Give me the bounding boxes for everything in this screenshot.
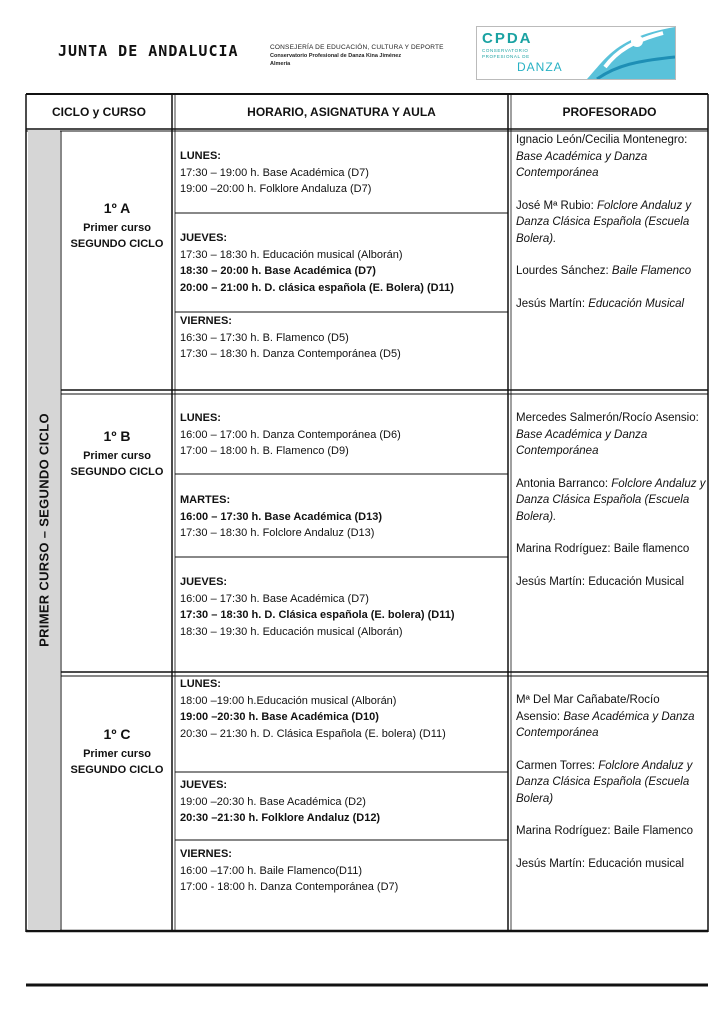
prof-entry bbox=[516, 296, 706, 313]
prof-name: Jesús Martín: bbox=[516, 857, 589, 870]
slot-day: VIERNES: bbox=[180, 315, 232, 327]
prof-entry bbox=[516, 476, 706, 526]
prof-entry bbox=[516, 692, 706, 742]
slot-1a-jueves bbox=[180, 230, 506, 296]
consejeria-block bbox=[270, 44, 444, 68]
prof-subject: Base Académica y Danza Contemporánea bbox=[516, 710, 695, 739]
slot-line: 16:00 – 17:00 h. Danza Contemporánea (D6) bbox=[180, 428, 401, 441]
course-line2: SEGUNDO CICLO bbox=[70, 238, 164, 250]
header-profesorado: PROFESORADO bbox=[562, 105, 657, 119]
slot-line: 19:00 –20:30 h. Base Académica (D10) bbox=[180, 711, 379, 723]
slot-line: 20:30 – 21:30 h. D. Clásica Española (E. bolera) (D11) bbox=[180, 727, 446, 740]
course-1a bbox=[62, 198, 172, 252]
prof-name: José Mª Rubio: bbox=[516, 199, 597, 212]
slot-line: 18:30 – 19:30 h. Educación musical (Alborán) bbox=[180, 625, 403, 638]
slot-line: 18:00 –19:00 h.Educación musical (Alborán) bbox=[180, 694, 397, 707]
course-line1: Primer curso bbox=[83, 222, 151, 234]
slot-1c-jueves bbox=[180, 777, 506, 827]
prof-entry bbox=[516, 541, 706, 558]
prof-entry bbox=[516, 410, 706, 460]
prof-subject: Educación musical bbox=[588, 857, 685, 870]
slot-line: 16:00 – 17:30 h. Base Académica (D7) bbox=[180, 592, 369, 605]
slot-day: LUNES: bbox=[180, 412, 221, 424]
prof-subject: Educación Musical bbox=[588, 297, 685, 310]
logo-sub1: CONSERVATORIO bbox=[482, 48, 529, 53]
course-line2: SEGUNDO CICLO bbox=[70, 764, 164, 776]
conservatorio-name: Conservatorio Profesional de Danza Kina Jiménez bbox=[270, 53, 402, 59]
slot-1b-jueves bbox=[180, 574, 506, 640]
slot-day: VIERNES: bbox=[180, 848, 232, 860]
course-line1: Primer curso bbox=[83, 748, 151, 760]
slot-1a-viernes bbox=[180, 313, 506, 363]
slot-line: 17:30 – 18:30 h. Educación musical (Alborán) bbox=[180, 248, 403, 261]
prof-name: Antonia Barranco: bbox=[516, 477, 612, 490]
prof-1c bbox=[516, 692, 706, 888]
prof-entry bbox=[516, 574, 706, 591]
course-1b bbox=[62, 426, 172, 480]
prof-entry bbox=[516, 823, 706, 840]
prof-subject: Folclore Andaluz y Danza Clásica Española (Escuela Bolera). bbox=[516, 199, 692, 245]
prof-subject: Base Académica y Danza Contemporánea bbox=[516, 150, 648, 179]
course-line2: SEGUNDO CICLO bbox=[70, 466, 164, 478]
slot-1b-lunes bbox=[180, 410, 506, 460]
course-code: 1º B bbox=[103, 428, 131, 444]
prof-subject: Baile Flamenco bbox=[611, 265, 692, 277]
slot-1b-martes bbox=[180, 492, 506, 542]
logo-subtitle bbox=[482, 48, 530, 60]
prof-entry bbox=[516, 198, 706, 248]
prof-name: Jesús Martín: bbox=[516, 575, 589, 588]
slot-line: 20:30 –21:30 h. Folklore Andaluz (D12) bbox=[180, 812, 381, 824]
prof-entry bbox=[516, 758, 706, 808]
cpda-logo bbox=[476, 26, 676, 80]
slot-day: JUEVES: bbox=[180, 779, 228, 791]
prof-subject: Educación Musical bbox=[588, 575, 685, 588]
prof-name: Ignacio León/Cecilia Montenegro: bbox=[516, 134, 688, 146]
prof-1a bbox=[516, 132, 706, 328]
slot-day: JUEVES: bbox=[180, 232, 228, 244]
prof-name: Jesús Martín: bbox=[516, 297, 589, 310]
slot-1c-viernes bbox=[180, 846, 506, 896]
slot-line: 17:00 – 18:00 h. B. Flamenco (D9) bbox=[180, 445, 349, 457]
slot-line: 18:30 – 20:00 h. Base Académica (D7) bbox=[180, 265, 376, 277]
junta-title: JUNTA DE ANDALUCIA bbox=[58, 42, 239, 60]
slot-line: 17:30 – 18:30 h. Folclore Andaluz (D13) bbox=[180, 527, 375, 539]
header-horario: HORARIO, ASIGNATURA Y AULA bbox=[247, 105, 436, 119]
dancer-icon bbox=[577, 27, 675, 79]
prof-name: Mª Del Mar Cañabate/Rocío Asensio: bbox=[516, 694, 660, 723]
consejeria-name: CONSEJERÍA DE EDUCACIÓN, CULTURA Y DEPORTE bbox=[270, 44, 444, 51]
prof-subject: Baile flamenco bbox=[613, 543, 690, 555]
slot-1a-lunes bbox=[180, 148, 506, 198]
slot-day: LUNES: bbox=[180, 678, 221, 690]
slot-line: 19:00 –20:30 h. Base Académica (D2) bbox=[180, 795, 366, 808]
prof-subject: Folclore Andaluz y Danza Clásica Española (Escuela Bolera). bbox=[516, 477, 706, 523]
logo-sub2: PROFESIONAL DE bbox=[482, 54, 530, 59]
slot-line: 17:30 – 18:30 h. D. Clásica española (E. bolera) (D11) bbox=[180, 609, 455, 621]
course-line1: Primer curso bbox=[83, 450, 151, 462]
slot-line: 19:00 –20:00 h. Folklore Andaluza (D7) bbox=[180, 183, 372, 195]
slot-line: 16:30 – 17:30 h. B. Flamenco (D5) bbox=[180, 331, 349, 344]
prof-name: Lourdes Sánchez: bbox=[516, 265, 612, 277]
prof-subject: Base Académica y Danza Contemporánea bbox=[516, 428, 648, 457]
slot-line: 17:30 – 19:00 h. Base Académica (D7) bbox=[180, 166, 369, 179]
slot-line: 17:30 – 18:30 h. Danza Contemporánea (D5) bbox=[180, 348, 401, 360]
slot-line: 16:00 –17:00 h. Baile Flamenco(D11) bbox=[180, 864, 363, 877]
page-header bbox=[0, 0, 724, 90]
header-ciclo: CICLO y CURSO bbox=[51, 105, 146, 119]
prof-1b bbox=[516, 410, 706, 606]
slot-1c-lunes bbox=[180, 676, 506, 742]
prof-name: Marina Rodríguez: bbox=[516, 543, 614, 555]
slot-line: 20:00 – 21:00 h. D. clásica española (E. Bolera) (D11) bbox=[180, 281, 454, 294]
prof-entry bbox=[516, 856, 706, 873]
logo-text: CPDA bbox=[482, 30, 533, 47]
course-code: 1º C bbox=[103, 726, 131, 742]
city-name: Almería bbox=[270, 61, 291, 67]
prof-name: Marina Rodríguez: bbox=[516, 825, 614, 837]
slot-day: JUEVES: bbox=[180, 576, 228, 588]
logo-danza: DANZA bbox=[517, 60, 563, 74]
prof-entry bbox=[516, 132, 706, 182]
slot-day: LUNES: bbox=[180, 150, 221, 162]
slot-line: 16:00 – 17:30 h. Base Académica (D13) bbox=[180, 510, 382, 523]
slot-line: 17:00 - 18:00 h. Danza Contemporánea (D7) bbox=[180, 881, 399, 893]
prof-name: Carmen Torres: bbox=[516, 759, 599, 772]
prof-entry bbox=[516, 263, 706, 280]
course-code: 1º A bbox=[103, 200, 131, 216]
course-1c bbox=[62, 724, 172, 778]
prof-subject: Baile Flamenco bbox=[613, 825, 694, 837]
slot-day: MARTES: bbox=[180, 494, 231, 506]
prof-name: Mercedes Salmerón/Rocío Asensio: bbox=[516, 412, 699, 424]
sidebar-label: PRIMER CURSO – SEGUNDO CICLO bbox=[36, 413, 52, 647]
prof-subject: Folclore Andaluz y Danza Clásica Española (Escuela Bolera) bbox=[516, 759, 693, 805]
